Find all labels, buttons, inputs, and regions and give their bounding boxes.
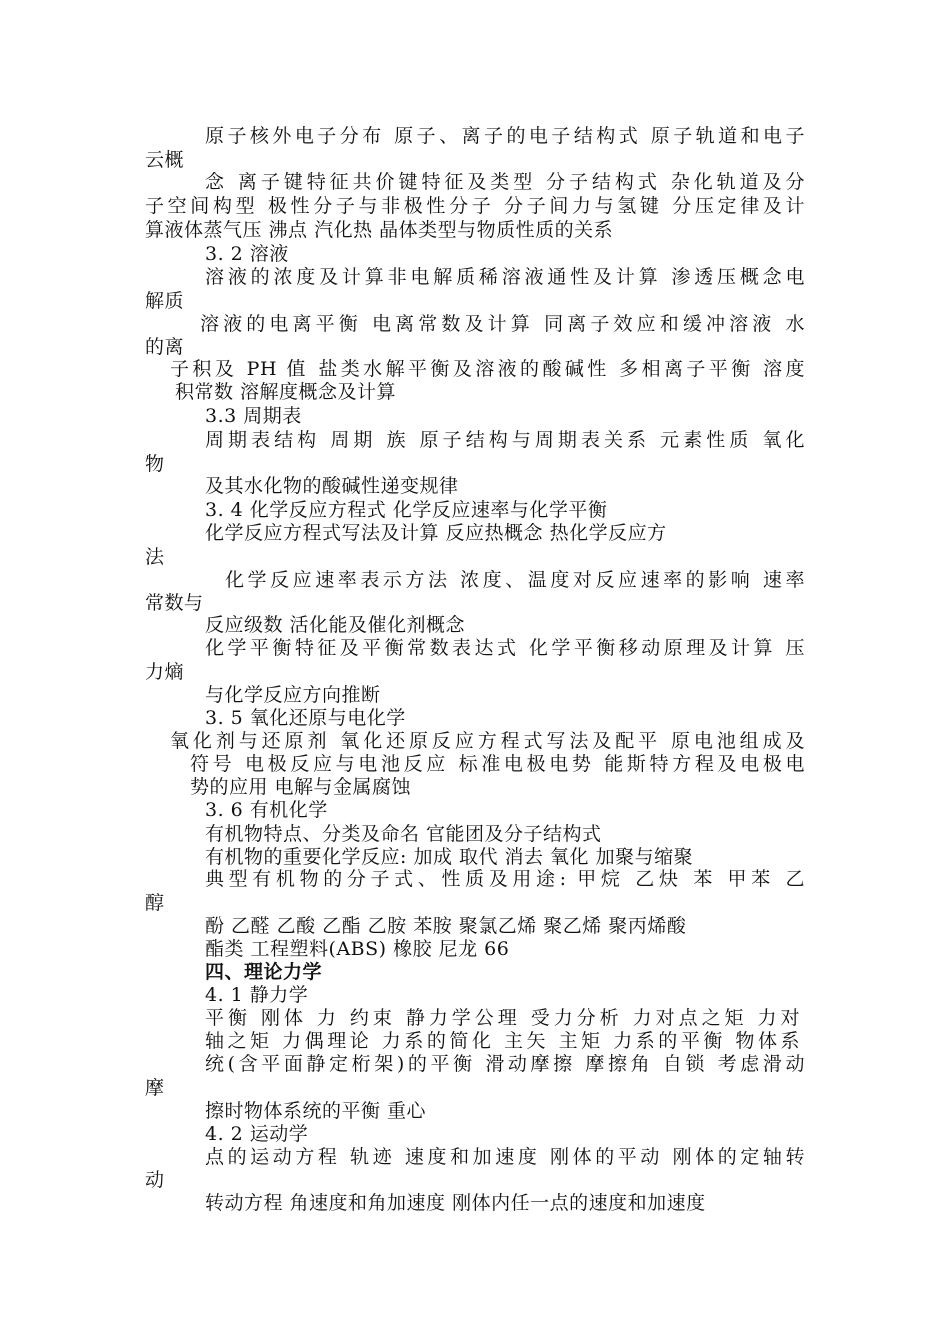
text-line: 与化学反应方向推断	[205, 684, 381, 706]
text-line: 念 离子键特征共价键特征及类型 分子结构式 杂化轨道及分	[205, 171, 805, 193]
text-line: 典型有机物的分子式、性质及用途: 甲烷 乙炔 苯 甲苯 乙	[205, 868, 805, 890]
text-line: 力熵	[145, 661, 185, 683]
text-line: 擦时物体系统的平衡 重心	[205, 1100, 427, 1122]
section-heading: 3. 6 有机化学	[205, 799, 328, 821]
text-line: 平衡 刚体 力 约束 静力学公理 受力分析 力对点之矩 力对	[205, 1007, 800, 1029]
text-line: 的离	[145, 336, 185, 358]
text-line: 化学反应速率表示方法 浓度、温度对反应速率的影响 速率	[225, 569, 805, 591]
text-line: 转动方程 角速度和角加速度 刚体内任一点的速度和加速度	[205, 1192, 706, 1214]
text-line: 反应级数 活化能及催化剂概念	[205, 614, 466, 636]
section-heading: 3.3 周期表	[205, 405, 302, 427]
text-line: 化学平衡特征及平衡常数表达式 化学平衡移动原理及计算 压	[205, 637, 805, 659]
text-line: 子积及 PH 值 盐类水解平衡及溶液的酸碱性 多相离子平衡 溶度	[170, 358, 805, 380]
text-line: 氧化剂与还原剂 氧化还原反应方程式写法及配平 原电池组成及	[170, 730, 805, 752]
text-line: 统(含平面静定桁架)的平衡 滑动摩擦 摩擦角 自锁 考虑滑动	[205, 1053, 805, 1075]
text-line: 酚 乙醛 乙酸 乙酯 乙胺 苯胺 聚氯乙烯 聚乙烯 聚丙烯酸	[205, 915, 687, 937]
text-line: 物	[145, 453, 165, 475]
text-line: 点的运动方程 轨迹 速度和加速度 刚体的平动 刚体的定轴转	[205, 1146, 805, 1168]
text-line: 积常数 溶解度概念及计算	[175, 381, 397, 403]
text-line: 摩	[145, 1077, 165, 1099]
section-heading: 4. 2 运动学	[205, 1123, 309, 1145]
text-line: 有机物的重要化学反应: 加成 取代 消去 氧化 加聚与缩聚	[205, 846, 694, 868]
chapter-heading: 四、理论力学	[205, 961, 323, 983]
section-heading: 3. 4 化学反应方程式 化学反应速率与化学平衡	[205, 499, 608, 521]
text-line: 有机物特点、分类及命名 官能团及分子结构式	[205, 823, 602, 845]
section-heading: 4. 1 静力学	[205, 984, 309, 1006]
text-line: 法	[145, 546, 165, 568]
text-line: 化学反应方程式写法及计算 反应热概念 热化学反应方	[205, 522, 667, 544]
text-line: 溶液的电离平衡 电离常数及计算 同离子效应和缓冲溶液 水	[200, 313, 805, 335]
text-line: 及其水化物的酸碱性递变规律	[205, 475, 459, 497]
text-line: 子空间构型 极性分子与非极性分子 分子间力与氢键 分压定律及计	[145, 195, 805, 217]
text-line: 云概	[145, 149, 185, 171]
text-line: 动	[145, 1169, 165, 1191]
text-line: 势的应用 电解与金属腐蚀	[190, 776, 412, 798]
text-line: 算液体蒸气压 沸点 汽化热 晶体类型与物质性质的关系	[145, 219, 614, 241]
text-line: 常数与	[145, 592, 204, 614]
text-line: 周期表结构 周期 族 原子结构与周期表关系 元素性质 氧化	[205, 429, 805, 451]
text-line: 轴之矩 力偶理论 力系的简化 主矢 主矩 力系的平衡 物体系	[205, 1030, 800, 1052]
text-line: 原子核外电子分布 原子、离子的电子结构式 原子轨道和电子	[205, 125, 805, 147]
text-line: 酯类 工程塑料(ABS) 橡胶 尼龙 66	[205, 938, 510, 960]
text-line: 解质	[145, 290, 185, 312]
text-line: 醇	[145, 892, 165, 914]
text-line: 符号 电极反应与电池反应 标准电极电势 能斯特方程及电极电	[190, 753, 805, 775]
section-heading: 3. 2 溶液	[205, 243, 289, 265]
text-line: 溶液的浓度及计算非电解质稀溶液通性及计算 渗透压概念电	[205, 266, 805, 288]
section-heading: 3. 5 氧化还原与电化学	[205, 707, 406, 729]
